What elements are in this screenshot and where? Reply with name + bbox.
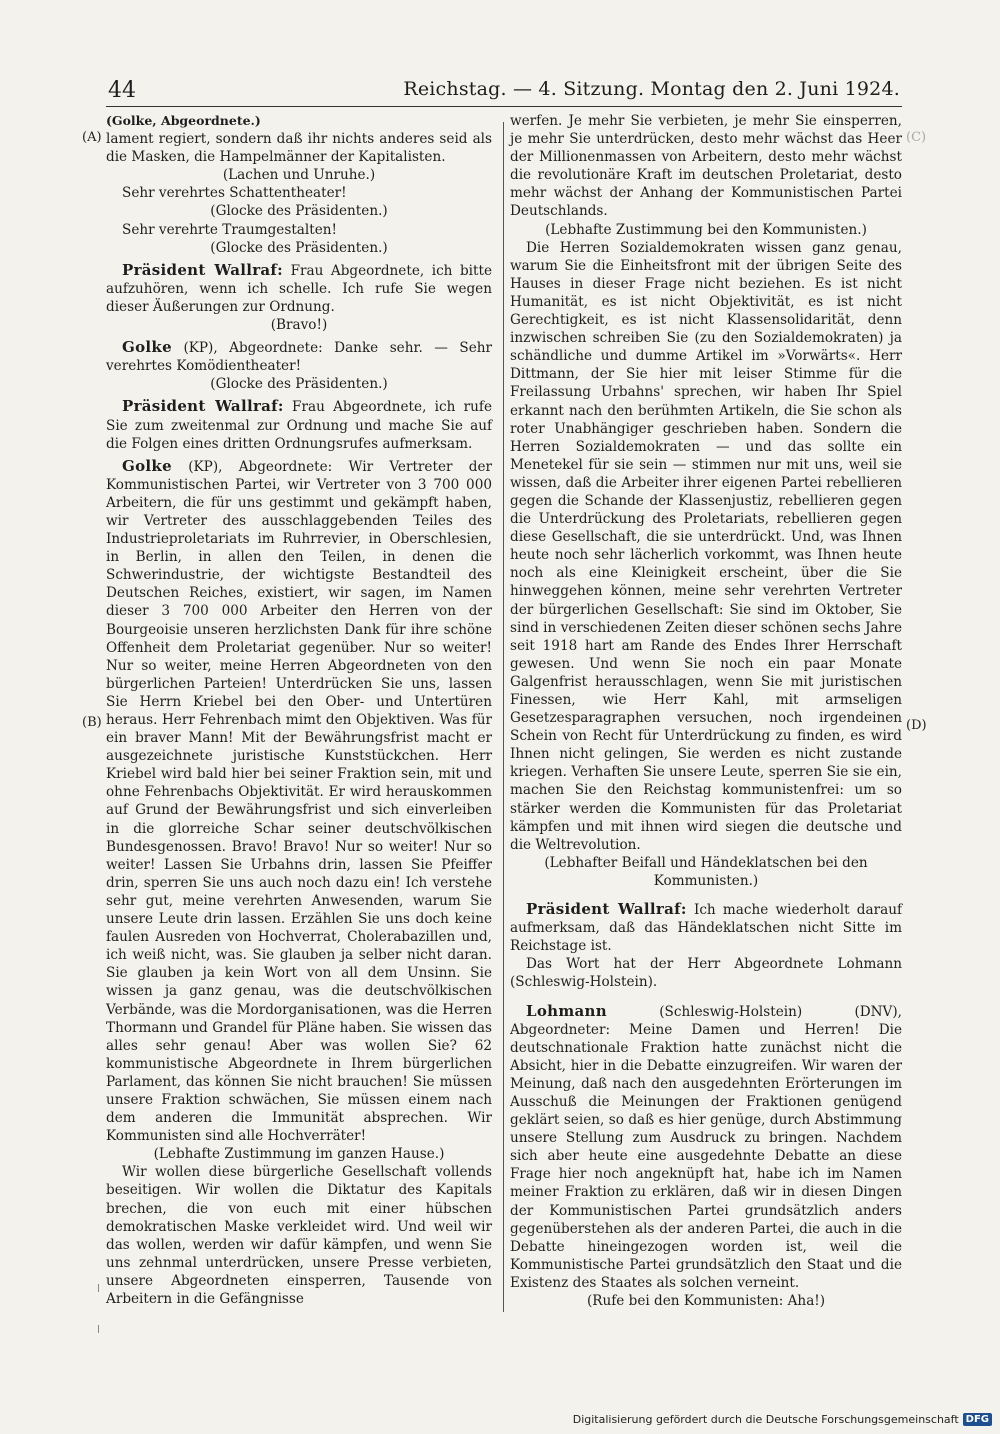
interjection: (Lebhafte Zustimmung im ganzen Hause.) — [153, 1146, 445, 1163]
paragraph: Sehr verehrte Traumgestalten! — [122, 221, 337, 238]
paragraph: Wir wollen diese bürgerliche Gesellschaft vollends beseitigen. Wir wollen die Diktatur des Kapitals brechen, die von euch mit einer hübschen demokratischen Maske verkleidet wird. Und weil wir das wollen, werden wir dafür kämpfen, und wenn Sie uns zehnmal unterdrücken, unsere Presse verbieten, unsere Abgeordneten einsperren, Tausende von Arbeitern in die Gefängnisse — [106, 1164, 492, 1307]
margin-marker-a: (A) — [82, 130, 102, 145]
speaker-name: Präsident Wallraf: — [122, 260, 284, 279]
speaker-attribution: (Golke, Abgeordnete.) — [106, 113, 261, 128]
speech-paragraph: Präsident Wallraf: Frau Abgeordnete, ich bitte aufzuhören, wenn ich schelle. Ich rufe Sie wegen dieser Äußerungen zur Ordnung. — [106, 260, 492, 315]
interjection: (Glocke des Präsidenten.) — [210, 239, 388, 256]
paragraph: Sehr verehrtes Schattentheater! — [122, 185, 347, 202]
interjection: (Lebhafte Zustimmung bei den Kommunisten.) — [545, 221, 867, 238]
speaker-name: Präsident Wallraf: — [526, 900, 687, 919]
column-divider — [503, 122, 504, 1312]
speech-paragraph: Präsident Wallraf: Ich mache wiederholt darauf aufmerksam, daß das Händeklatschen nicht Sitte im Reichstage ist. — [510, 900, 902, 955]
left-column — [106, 112, 492, 1308]
right-column — [510, 112, 902, 1310]
speaker-name: Präsident Wallraf: — [122, 397, 284, 416]
interjection: (Glocke des Präsidenten.) — [210, 376, 388, 393]
speech-paragraph: Präsident Wallraf: Frau Abgeordnete, ich rufe Sie zum zweitenmal zur Ordnung und mache Sie auf die Folgen eines dritten Ordnungsrufes aufmerksam. — [106, 397, 492, 452]
interjection: (Bravo!) — [270, 317, 328, 334]
interjection: (Lachen und Unruhe.) — [222, 167, 376, 184]
margin-tick — [98, 1325, 99, 1333]
page-running-title: Reichstag. — 4. Sitzung. Montag den 2. Juni 1924. — [403, 78, 900, 100]
speech-paragraph: Lohmann (Schleswig-Holstein) (DNV), Abgeordneter: Meine Damen und Herren! Die deutschnationale Fraktion hatte zunächst nicht die Absicht, hier in die Debatte einzugreifen. Wir waren der Meinung, daß nach den ausgedehnten Erörterungen im Ausschuß die Meinungen der Fraktionen genügend geklärt seien, so daß es hier genüge, durch Abstimmung unsere Stellung zum Ausdruck zu bringen. Nachdem sich aber heute eine ausgedehnte Debatte an diese Frage hier noch angeknüpft hat, habe ich im Namen meiner Fraktion zu erklären, daß wir in diesen Dingen der Kommunistischen Partei grundsätzlich anders gegenüberstehen als der anderen Partei, die auch in die Debatte hineingezogen worden ist, weil die Kommunistische Partei grundsätzlich den Staat und die Existenz des Staates als solchen verneint. — [510, 1001, 902, 1291]
dfg-logo-icon: DFG — [963, 1413, 992, 1426]
paragraph: Das Wort hat der Herr Abgeordnete Lohmann (Schleswig-Holstein). — [510, 956, 902, 991]
speaker-name: Golke — [122, 338, 172, 357]
margin-marker-c: (C) — [906, 130, 927, 145]
paragraph: lament regiert, sondern daß ihr nichts anderes seid als die Masken, die Hampelmänner der Kapitalisten. — [106, 131, 492, 166]
interjection: (Lebhafter Beifall und Händeklatschen bei den Kommunisten.) — [544, 854, 868, 889]
speech-paragraph: Golke (KP), Abgeordnete: Wir Vertreter der Kommunistischen Partei, wir Vertreter von 3 700 000 Arbeitern, die für uns gestimmt und gekämpft haben, wir Vertreter des ausschlaggebenden Teiles des Industrieproletariats im Ruhrrevier, in Oberschlesien, in Berlin, in allen den Teilen, in denen die Schwerindustrie, der wichtigste Bestandteil des Deutschen Reiches, existiert, wir sagen, im Namen dieser 3 700 000 Arbeiter den Herren von der Bourgeoisie unseren herzlichsten Dank für ihre schöne Offenheit dem Proletariat gegenüber. Nur so weiter! Nur so weiter, meine Herren Abgeordneten von den bürgerlichen Parteien! Unterdrücken Sie uns, lassen Sie Herrn Kriebel bei den Ober- und Untertüren heraus. Herr Fehrenbach mimt den Objektiven. Was für ein braver Mann! Mit der Bewährungsfrist macht er ausgezeichnete juristische Kunststückchen. Herr Kriebel wird bald hier bei seiner Fraktion sein, mit und ohne Fehrenbachs Objektivität. Er wird herauskommen auf Grund der Bewährungsfrist und sich einverleiben in die glorreiche Schar seiner deutschvölkischen Bundesgenossen. Bravo! Bravo! Nur so weiter! Nur so weiter! Lassen Sie Urbahns drin, lassen Sie Pfeiffer drin, sperren Sie uns auch noch dazu ein! Ich verstehe sehr gut, meine verehrten Anwesenden, warum Sie unsere Leute drin lassen. Erzählen Sie uns doch keine faulen Ausreden von Hochverrat, Cholerabazillen und, ich weiß nicht, was. Sie glauben ja selber nicht daran. Sie glauben ja kein Wort von all dem Unsinn. Sie wissen ja ganz genau, was die deutschvölkischen Verbände, was die Mordorganisationen, was die Herren Thormann und Grandel für Pläne haben. Sie wissen das alles sehr genau! Aber was wollen Sie? 62 kommunistische Abgeordnete in Ihrem bürgerlichen Parlament, das können Sie nicht brauchen! Sie müssen unsere Fraktion schwächen, Sie müssen einem nach dem anderen die Immunität absprechen. Wir Kommunisten sind alle Hochverräter! — [106, 456, 492, 1145]
margin-tick — [98, 1284, 99, 1292]
header-rule — [106, 106, 902, 107]
speech-paragraph: Golke (KP), Abgeordnete: Danke sehr. — Sehr verehrtes Komödientheater! — [106, 338, 492, 375]
paragraph: werfen. Je mehr Sie verbieten, je mehr Sie einsperren, je mehr Sie unterdrücken, desto mehr wächst das Heer der Millionenmassen von Arbeitern, desto mehr wächst die revolutionäre Kraft im deutschen Proletariat, desto mehr wächst der Anhang der Kommunistischen Partei Deutschlands. — [510, 113, 902, 220]
speaker-name: Golke — [122, 456, 172, 475]
speaker-name: Lohmann — [526, 1001, 607, 1020]
interjection: (Glocke des Präsidenten.) — [210, 203, 388, 220]
margin-marker-d: (D) — [906, 718, 927, 733]
page-number: 44 — [108, 78, 136, 103]
margin-marker-b: (B) — [82, 715, 102, 730]
footer-text: Digitalisierung gefördert durch die Deutsche Forschungsgemeinschaft — [572, 1413, 959, 1426]
digitization-footer — [573, 1413, 992, 1426]
interjection: (Rufe bei den Kommunisten: Aha!) — [586, 1293, 826, 1309]
paragraph: Die Herren Sozialdemokraten wissen ganz genau, warum Sie die Einheitsfront mit der übrigen Seite des Hauses in dieser Frage nicht beziehen. Es ist nicht Humanität, es ist nicht Objektivität, es ist nicht Gerechtigkeit, es ist nicht Klassensolidarität, denn inzwischen schreiben Sie (zu den Sozialdemokraten) ja schändliche und dumme Artikel im »Vorwärts«. Herr Dittmann, der Sie hier mit leiser Stimme für die Freilassung Urbahns' sprechen, wir haben Ihr Spiel erkannt nach den berühmten Artikeln, die Sie schon als roter Unabhängiger geschrieben haben. Sondern die Herren Sozialdemokraten — und das sollte ein Menetekel für sie sein — stimmen nur mit uns, weil sie wissen, daß die Arbeiter ihrer eigenen Partei rebellieren gegen die Schande der Klassenjustiz, rebellieren gegen die Unterdrückung des Proletariats, rebellieren gegen diese Gesellschaft, die sie unterdrückt. Und, was Ihnen heute noch sehr lächerlich vorkommt, was Ihnen heute noch als eine Kleinigkeit erscheint, über die Sie hinweggehen können, meine sehr verehrten Vertreter der bürgerlichen Gesellschaft: Sie sind im Oktober, Sie sind in verschiedenen Zeiten dieser schönen sechs Jahre seit 1918 hart am Rande des Endes Ihrer Herrschaft gewesen. Und wenn Sie noch ein paar Monate Galgenfrist herausschlagen, wenn Sie mit juristischen Finessen, wie Herr Kahl, mit armseligen Gesetzesparagraphen versuchen, noch irgendeinen Schein von Recht für Unterdrückung zu finden, es wird Ihnen nicht gelingen, Sie werden es nicht zustande kriegen. Verhaften Sie unsere Leute, sperren Sie sie ein, machen Sie den Reichstag kommunistenfrei: um so stärker werden die Kommunisten für das Proletariat kämpfen und mit ihnen wird siegen die deutsche und die Weltrevolution. — [510, 239, 902, 853]
